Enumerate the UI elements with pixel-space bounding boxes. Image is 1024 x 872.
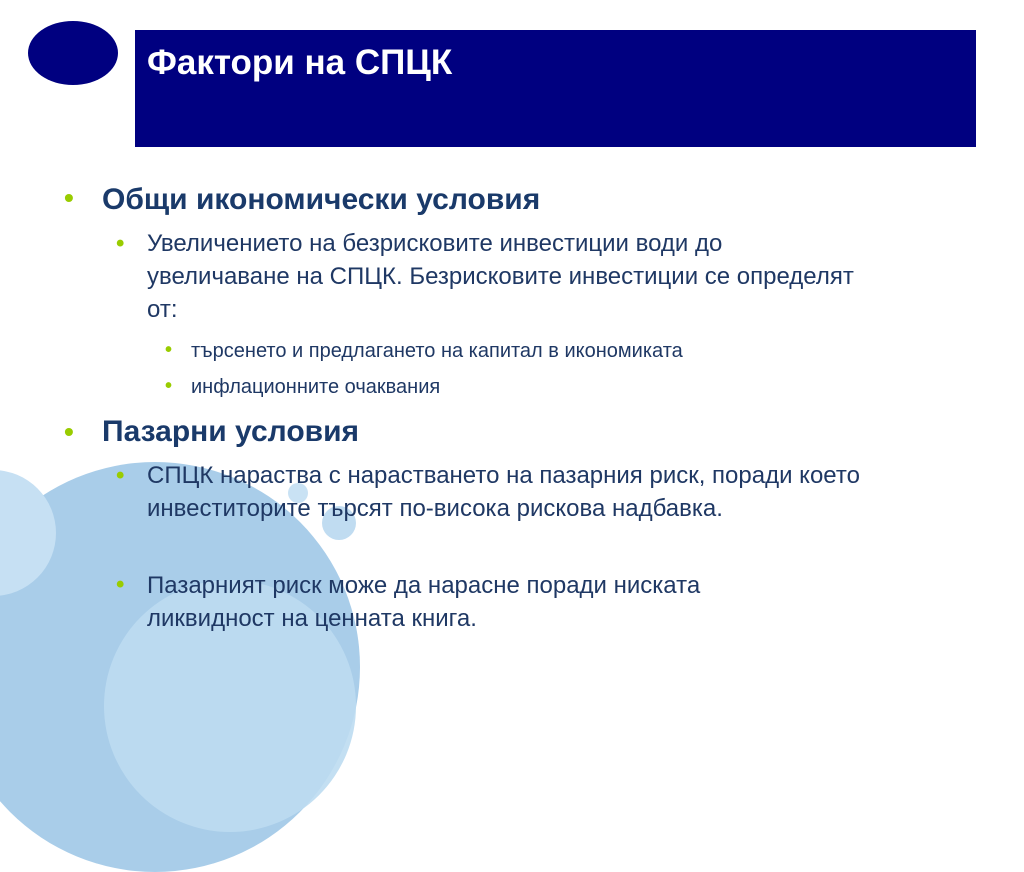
bullet-marker: •: [116, 230, 125, 257]
bullet-marker: •: [116, 462, 125, 489]
bullet-marker: •: [116, 571, 125, 598]
slide-title: Фактори на СПЦК: [147, 43, 453, 82]
bullet-marker: •: [165, 375, 173, 397]
bullet-level3: търсенето и предлагането на капитал в икономиката: [191, 340, 683, 362]
bullet-level1: Общи икономически условия: [102, 183, 541, 216]
bullet-marker: •: [64, 182, 74, 213]
bullet-level2: Увеличението на безрисковите инвестиции води до увеличаване на СПЦК. Безрисковите инвестиции се определят от:: [147, 230, 854, 323]
bullet-level2: Пазарният риск може да нарасне поради ниската ликвидност на ценната книга.: [147, 572, 701, 632]
bullet-marker: •: [165, 339, 173, 361]
bullet-level2: СПЦК нараства с нарастването на пазарния риск, поради което инвеститорите търсят по-висока рискова надбавка.: [147, 462, 860, 522]
bullet-level3: инфлационните очаквания: [191, 376, 441, 398]
bullet-level1: Пазарни условия: [102, 415, 360, 448]
bullet-marker: •: [64, 416, 74, 447]
